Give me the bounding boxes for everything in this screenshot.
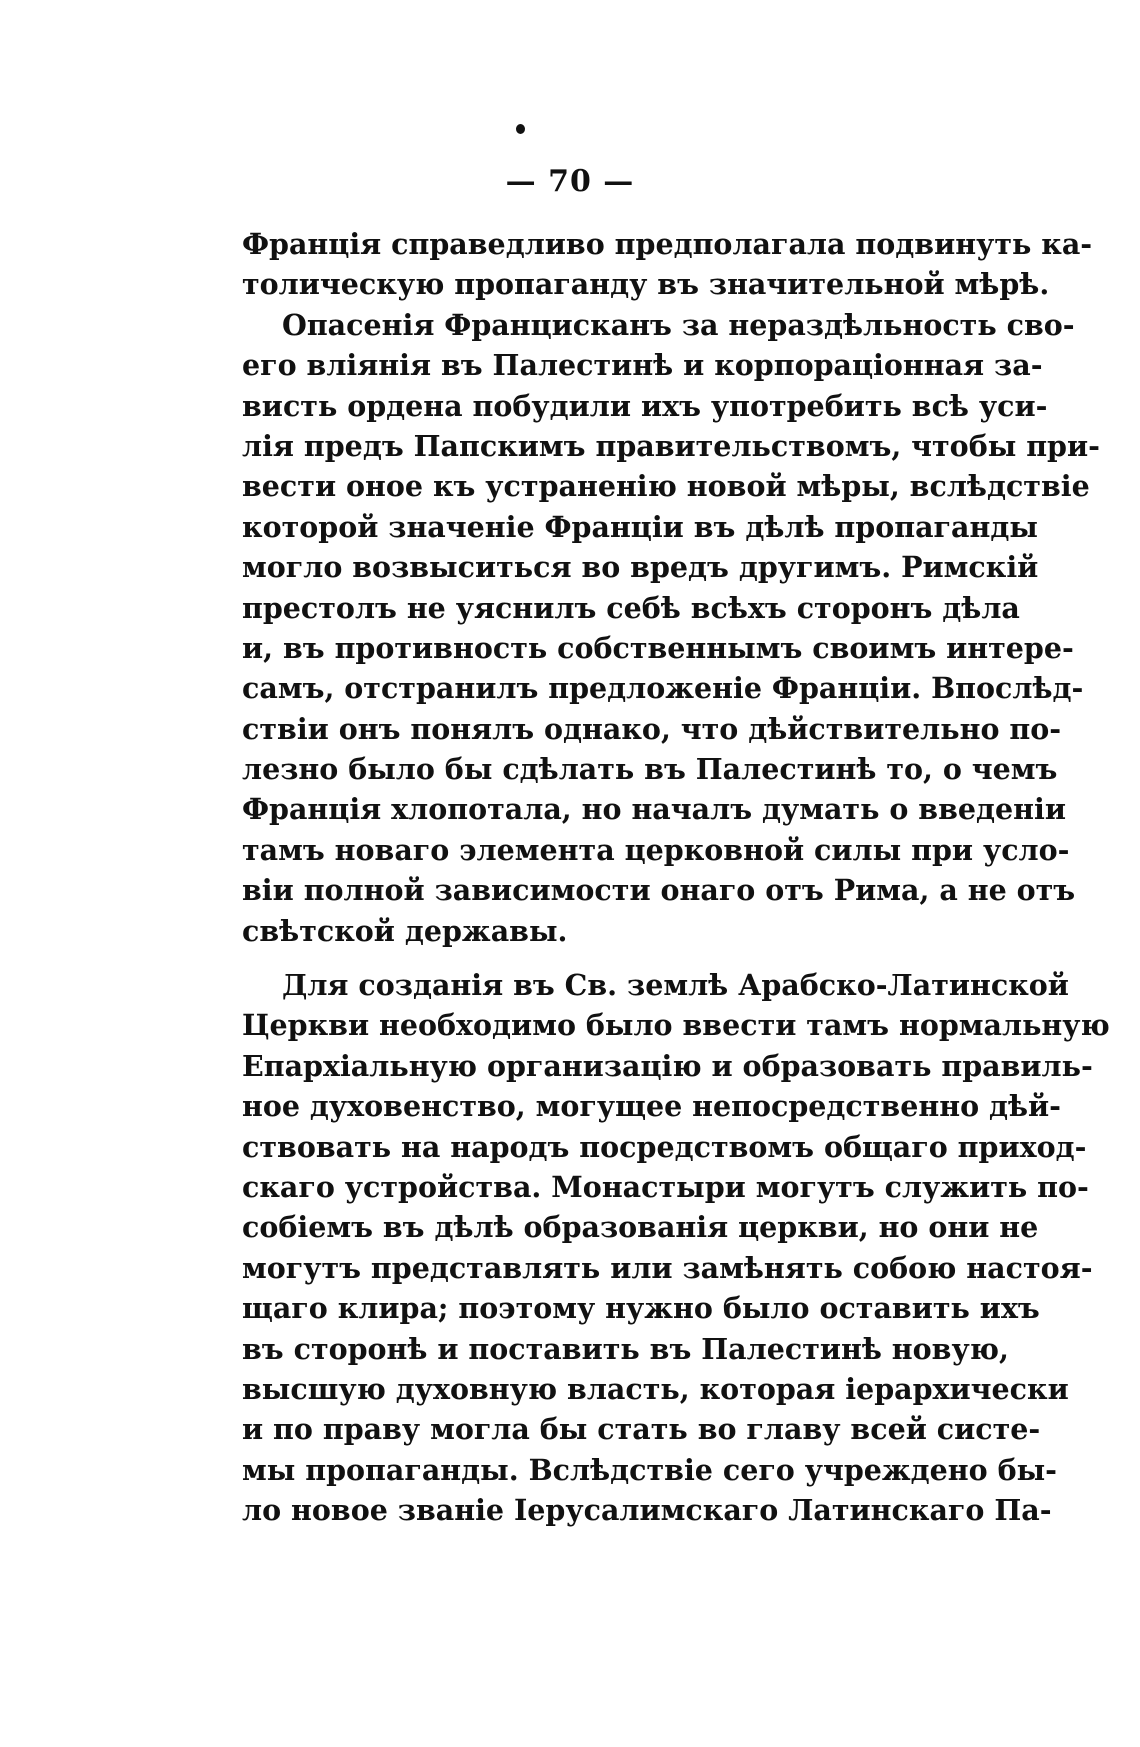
text-line: Франція хлопотала, но началъ думать о введеніи bbox=[242, 792, 1066, 827]
text-line: лезно было бы сдѣлать въ Палестинѣ то, о чемъ bbox=[242, 752, 1058, 787]
text-line: тамъ новаго элемента церковной силы при усло- bbox=[242, 832, 1070, 867]
printer-mark-dot bbox=[516, 124, 525, 134]
text-line: собіемъ въ дѣлѣ образованія церкви, но они не bbox=[242, 1210, 1039, 1245]
text-line: могутъ представлять или замѣнять собою настоя- bbox=[242, 1250, 1093, 1285]
text-line: толическую пропаганду въ значительной мѣрѣ. bbox=[242, 267, 1050, 302]
text-line: въ сторонѣ и поставить въ Палестинѣ новую, bbox=[242, 1331, 1009, 1366]
text-line: престолъ не уяснилъ себѣ всѣхъ сторонъ дѣла bbox=[242, 590, 1020, 625]
text-line: лія предъ Папскимъ правительствомъ, чтобы при- bbox=[242, 428, 1100, 463]
text-line: ствовать на народъ посредствомъ общаго приход- bbox=[242, 1129, 1087, 1164]
text-line: висть ордена побудили ихъ употребить всѣ уси- bbox=[242, 388, 1048, 423]
text-line: щаго клира; поэтому нужно было оставить ихъ bbox=[242, 1291, 1040, 1326]
text-line: самъ, отстранилъ предложеніе Франціи. Впослѣд- bbox=[242, 671, 1084, 706]
page-number: — 70 — bbox=[505, 164, 635, 199]
text-line: Для созданія въ Св. землѣ Арабско-Латинской bbox=[282, 968, 1069, 1003]
text-line: могло возвыситься во вредъ другимъ. Римскій bbox=[242, 550, 1039, 585]
body-text bbox=[242, 224, 1110, 1531]
text-line: Церкви необходимо было ввести тамъ нормальную bbox=[242, 1008, 1110, 1043]
text-line: и по праву могла бы стать во главу всей систе- bbox=[242, 1412, 1041, 1447]
text-line: мы пропаганды. Вслѣдствіе сего учреждено бы- bbox=[242, 1452, 1057, 1487]
text-line: Епархіальную организацію и образовать правиль- bbox=[242, 1048, 1093, 1083]
text-line: Опасенія Францисканъ за нераздѣльность сво- bbox=[282, 307, 1075, 342]
text-line: віи полной зависимости онаго отъ Рима, а не отъ bbox=[242, 873, 1076, 908]
text-line: ло новое званіе Іерусалимскаго Латинскаго Па- bbox=[242, 1493, 1052, 1528]
text-line: скаго устройства. Монастыри могутъ служить по- bbox=[242, 1169, 1089, 1204]
text-line: которой значеніе Франціи въ дѣлѣ пропаганды bbox=[242, 509, 1038, 544]
text-line: высшую духовную власть, которая іерархически bbox=[242, 1371, 1069, 1406]
text-line: Франція справедливо предполагала подвинуть ка- bbox=[242, 227, 1093, 261]
text-line: ное духовенство, могущее непосредственно дѣй- bbox=[242, 1089, 1061, 1124]
paragraph-gap bbox=[242, 951, 994, 965]
text-line: свѣтской державы. bbox=[242, 913, 568, 948]
text-line: вести оное къ устраненію новой мѣры, вслѣдствіе bbox=[242, 469, 1090, 504]
text-line: и, въ противность собственнымъ своимъ интере- bbox=[242, 630, 1074, 665]
text-line: его вліянія въ Палестинѣ и корпораціонная за- bbox=[242, 348, 1043, 383]
text-line: ствіи онъ понялъ однако, что дѣйствительно по- bbox=[242, 711, 1062, 746]
